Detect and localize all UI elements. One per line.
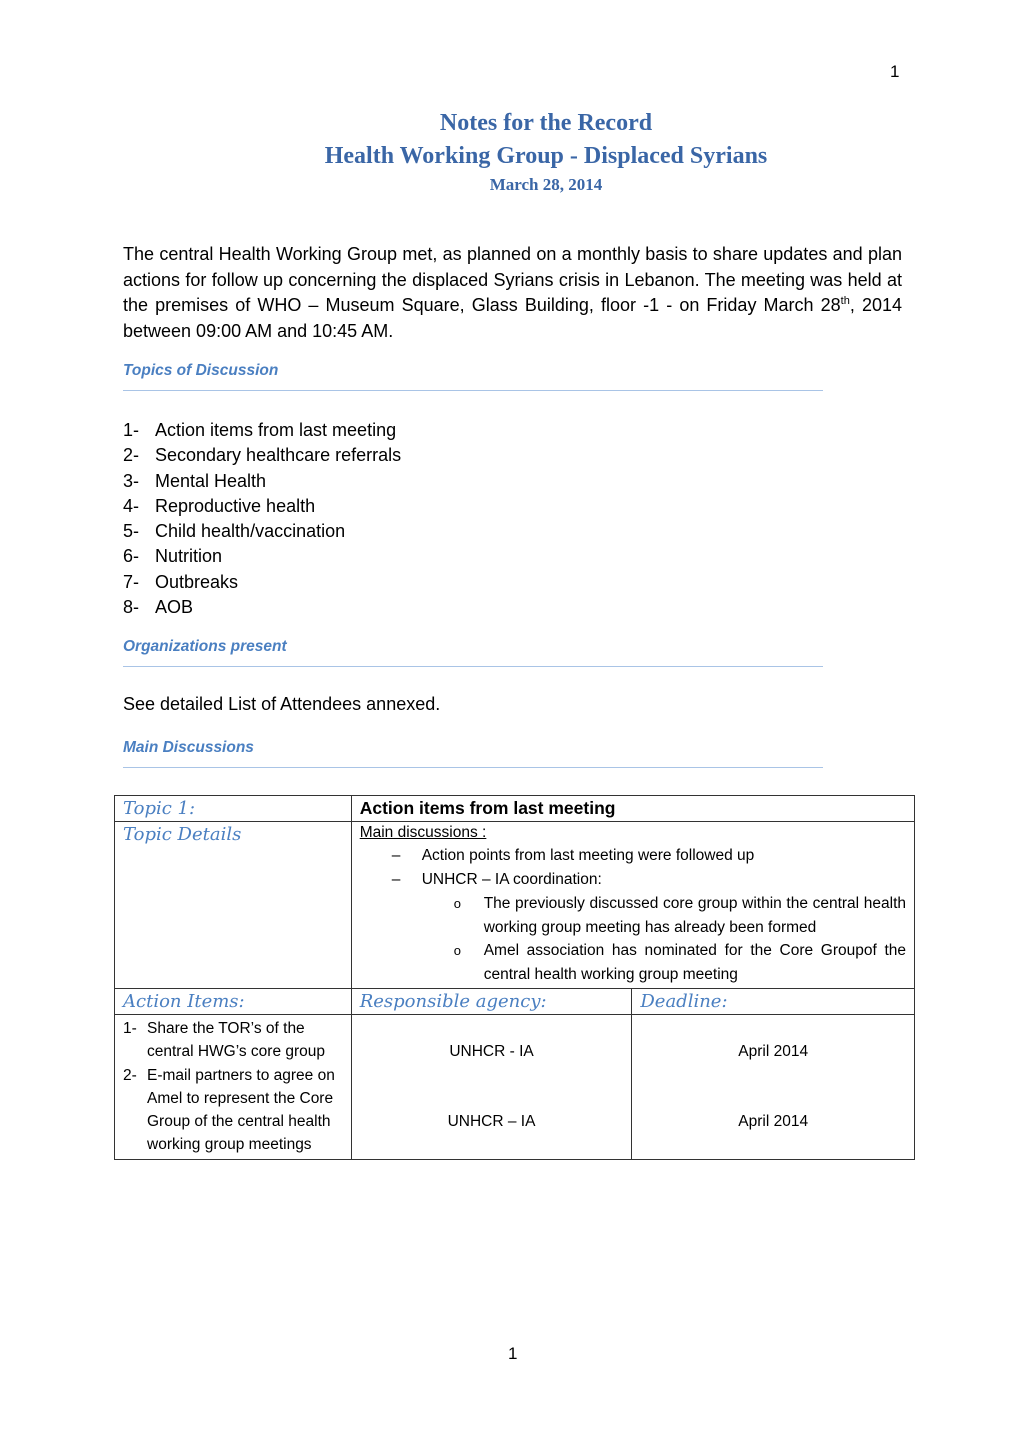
responsible-agency-cell xyxy=(351,1015,632,1160)
circle-bullet-icon: o xyxy=(453,896,461,911)
list-item xyxy=(123,469,401,494)
table-row xyxy=(115,1015,915,1160)
deadline-value: April 2014 xyxy=(738,1043,809,1060)
list-item-label: Secondary healthcare referrals xyxy=(155,445,402,466)
deadline-value: April 2014 xyxy=(738,1113,809,1131)
list-item-number: 1- xyxy=(123,1020,137,1037)
attendees-note: See detailed List of Attendees annexed. xyxy=(123,694,441,714)
list-item-label: Reproductive health xyxy=(155,495,316,516)
list-item xyxy=(123,570,401,595)
list-item xyxy=(123,443,401,468)
responsible-agency-header: Responsible agency: xyxy=(351,989,632,1015)
list-item xyxy=(392,868,906,986)
list-item-number: 7- xyxy=(123,571,140,592)
table-row xyxy=(115,822,915,989)
section-heading-topics: Topics of Discussion xyxy=(123,362,823,391)
list-item xyxy=(123,494,401,519)
list-item xyxy=(453,939,906,986)
agency-value: UNHCR – IA xyxy=(447,1113,536,1131)
list-item-label: Share the TOR’s of the central HWG’s core group xyxy=(147,1020,326,1061)
list-item-number: 2- xyxy=(123,1066,137,1084)
list-item-number: 2- xyxy=(123,445,140,466)
discussion-list xyxy=(360,844,906,986)
intro-superscript: th xyxy=(840,295,850,307)
topics-list xyxy=(123,418,401,620)
topic-details-label: Topic Details xyxy=(115,822,352,989)
list-item xyxy=(123,544,401,569)
list-item-number: 8- xyxy=(123,597,140,618)
intro-text-before: The central Health Working Group met, as planned on a monthly basis to share updates and plan actions for follow up concerning the displaced Syrians crisis in Lebanon. The meeting was held at the premises of WHO – Museum Square, Glass Building, floor -1 - on Friday March 28 xyxy=(123,244,902,315)
list-item-number: 1- xyxy=(123,420,140,440)
list-item xyxy=(123,519,401,544)
section-heading-main: Main Discussions xyxy=(123,739,823,768)
action-items-header: Action Items: xyxy=(115,989,352,1015)
list-item-label: Amel association has nominated for the Core Groupof the central health working group meeting xyxy=(483,942,906,983)
intro-paragraph xyxy=(123,242,902,344)
main-discussions-label: Main discussions : xyxy=(359,824,487,841)
topic-details-cell xyxy=(351,822,914,989)
list-item xyxy=(123,595,401,620)
section-heading-organizations: Organizations present xyxy=(123,638,823,667)
list-item-label: Outbreaks xyxy=(155,571,239,592)
topic-table xyxy=(114,795,915,1160)
table-row xyxy=(115,796,915,822)
document-title-block xyxy=(0,106,1024,198)
page-number-top: 1 xyxy=(890,62,900,81)
agency-value: UNHCR - IA xyxy=(449,1043,534,1060)
list-item-label: Nutrition xyxy=(155,546,223,567)
list-item xyxy=(123,1064,343,1157)
list-item-label: Mental Health xyxy=(155,470,267,491)
topic-title-cell: Action items from last meeting xyxy=(351,796,914,822)
deadline-header: Deadline: xyxy=(632,989,915,1015)
intro-text-after: , 2014 between 09:00 AM and 10:45 AM. xyxy=(123,295,902,341)
circle-bullet-icon: o xyxy=(453,943,461,958)
action-items-cell xyxy=(115,1015,352,1160)
topic-label-cell: Topic 1: xyxy=(115,796,352,822)
list-item-number: 4- xyxy=(123,495,140,516)
list-item-label: Child health/vaccination xyxy=(155,521,346,542)
list-item-label: UNHCR – IA coordination: xyxy=(421,871,602,888)
document-subtitle: Health Working Group - Displaced Syrians xyxy=(324,143,768,169)
document-title: Notes for the Record xyxy=(439,110,653,136)
sub-discussion-list xyxy=(422,892,906,986)
list-item-number: 5- xyxy=(123,521,140,542)
list-item xyxy=(453,892,906,939)
list-item-label: AOB xyxy=(155,597,194,618)
table-row xyxy=(115,989,915,1015)
page-number-bottom: 1 xyxy=(508,1344,518,1363)
list-item-number: 6- xyxy=(123,546,140,567)
list-item-number: 3- xyxy=(123,470,140,491)
list-item: – Action points from last meeting were followed up xyxy=(392,844,906,868)
list-item-label: Action items from last meeting xyxy=(155,420,397,440)
list-item xyxy=(123,418,401,443)
list-item-label: E-mail partners to agree on Amel to represent the Core Group of the central health working group meetings xyxy=(147,1066,335,1154)
deadline-cell xyxy=(632,1015,915,1160)
action-items-list xyxy=(123,1017,343,1157)
document-date: March 28, 2014 xyxy=(489,175,603,194)
list-item-label: The previously discussed core group within the central health working group meeting has already been formed xyxy=(483,895,906,936)
list-item xyxy=(123,1017,343,1064)
